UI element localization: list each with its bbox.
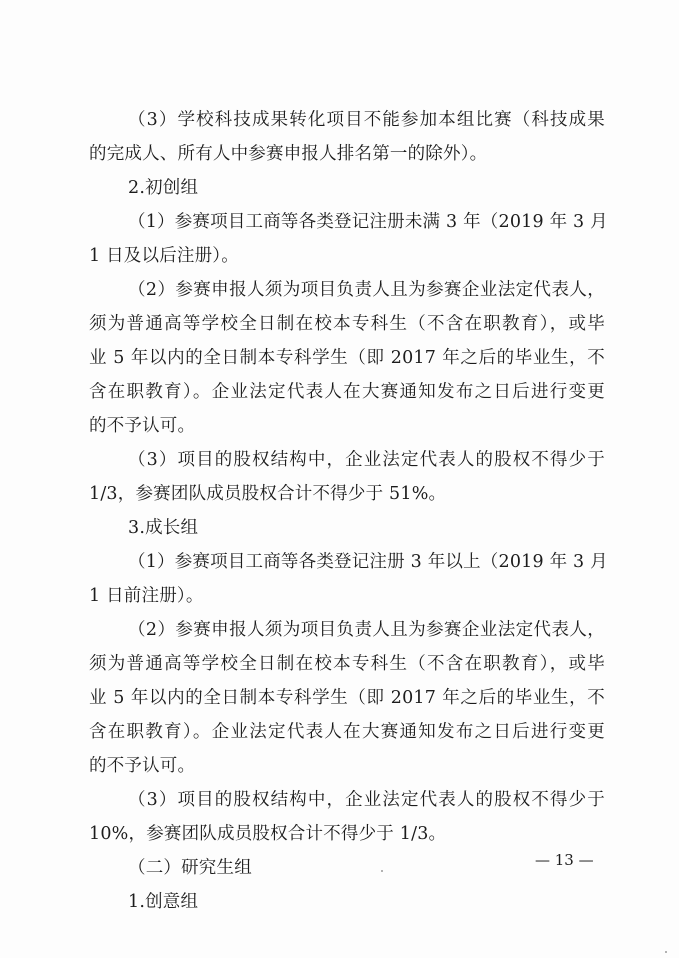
- paragraph-line: 业 5 年以内的全日制本专科学生（即 2017 年之后的毕业生，不: [89, 688, 605, 708]
- paragraph-line: 的不予认可。: [89, 416, 196, 436]
- paragraph-line: （3）项目的股权结构中，企业法定代表人的股权不得少于: [128, 450, 605, 470]
- scan-speck: [381, 870, 383, 872]
- paragraph-line: （3）项目的股权结构中，企业法定代表人的股权不得少于: [128, 790, 605, 810]
- section-heading: （二）研究生组: [128, 858, 252, 878]
- paragraph-line: 须为普通高等学校全日制在校本专科生（不含在职教育），或毕: [89, 654, 605, 674]
- paragraph-line: 须为普通高等学校全日制在校本专科生（不含在职教育），或毕: [89, 314, 605, 334]
- paragraph-line: 10%，参赛团队成员股权合计不得少于 1/3。: [89, 824, 447, 844]
- paragraph-line: （2）参赛申报人须为项目负责人且为参赛企业法定代表人，: [128, 280, 605, 300]
- paragraph-line: 的不予认可。: [89, 756, 196, 776]
- paragraph-line: 1 日及以后注册）。: [89, 246, 239, 266]
- paragraph-line: 含在职教育）。企业法定代表人在大赛通知发布之日后进行变更: [89, 722, 605, 742]
- paragraph-line: 含在职教育）。企业法定代表人在大赛通知发布之日后进行变更: [89, 382, 605, 402]
- section-heading: 2.初创组: [128, 178, 199, 198]
- paragraph-line: 1/3，参赛团队成员股权合计不得少于 51%。: [89, 484, 447, 504]
- section-heading: 3.成长组: [128, 518, 199, 538]
- section-heading: 1.创意组: [128, 892, 199, 912]
- paragraph-line: 业 5 年以内的全日制本专科学生（即 2017 年之后的毕业生，不: [89, 348, 605, 368]
- paragraph-line: 的完成人、所有人中参赛申报人排名第一的除外）。: [89, 144, 488, 164]
- paragraph-line: 1 日前注册）。: [89, 586, 204, 606]
- paragraph-line: （2）参赛申报人须为项目负责人且为参赛企业法定代表人，: [128, 620, 605, 640]
- scan-speck: [665, 951, 667, 953]
- paragraph-line: （3）学校科技成果转化项目不能参加本组比赛（科技成果: [128, 110, 605, 130]
- paragraph-line: （1）参赛项目工商等各类登记注册 3 年以上（2019 年 3 月: [128, 552, 608, 572]
- page-number: — 13 —: [535, 851, 594, 869]
- paragraph-line: （1）参赛项目工商等各类登记注册未满 3 年（2019 年 3 月: [128, 212, 608, 232]
